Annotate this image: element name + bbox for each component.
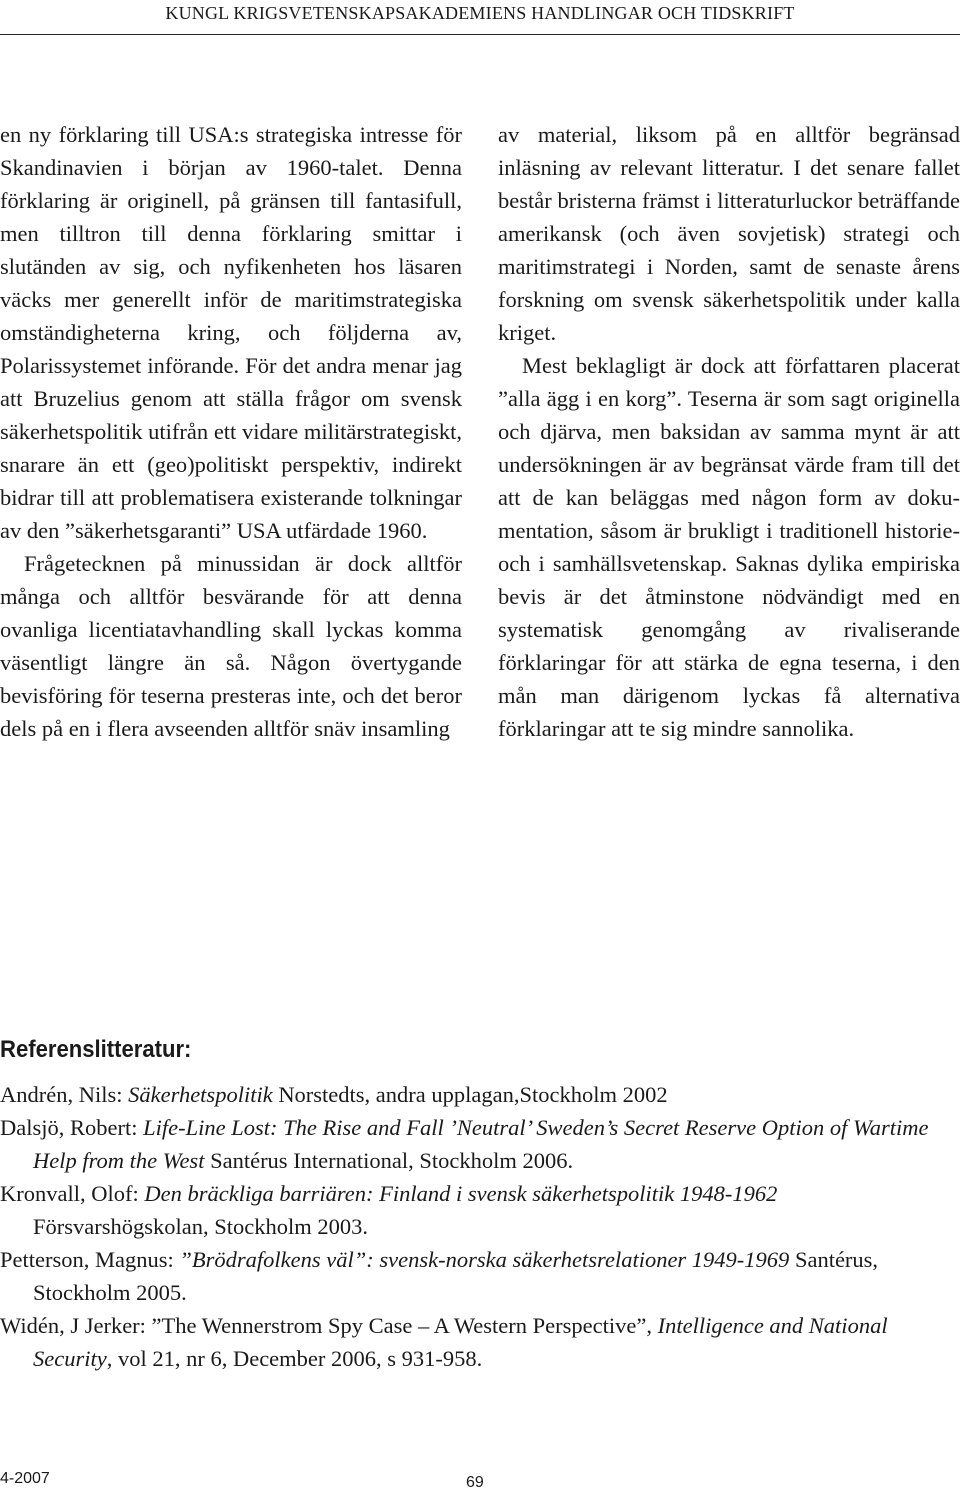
reference-title: Intelligence and National Security	[33, 1313, 888, 1371]
reference-title: Säkerhetspolitik	[128, 1082, 273, 1107]
header-divider	[0, 34, 960, 35]
left-column	[0, 118, 462, 745]
references-heading: Referenslitteratur:	[0, 1036, 192, 1063]
reference-publication: , vol 21, nr 6, December 2006, s 931-958.	[106, 1346, 483, 1371]
reference-title: Den bräckliga barriären: Finland i svensk säkerhetspolitik 1948-1962	[144, 1181, 778, 1206]
reference-publication: Santérus, Stockholm 2005.	[33, 1247, 879, 1305]
reference-publication: Försvarshögskolan, Stockholm 2003.	[33, 1214, 368, 1239]
reference-item	[0, 1111, 958, 1177]
reference-article-title: ”The Wennerstrom Spy Case – A Western Perspective”,	[151, 1313, 658, 1338]
reference-author: Petterson, Magnus:	[0, 1247, 180, 1272]
reference-item	[0, 1309, 958, 1375]
reference-author: Dalsjö, Robert:	[0, 1115, 144, 1140]
reference-item	[0, 1177, 958, 1243]
issue-label: 4-2007	[0, 1470, 50, 1487]
reference-author: Andrén, Nils:	[0, 1082, 129, 1107]
references-list	[0, 1078, 958, 1375]
right-paragraph-2: Mest beklagligt är dock att författaren placerat ”alla ägg i en korg”. Teserna är som sagt originella och djärva, men baksidan av samma mynt är att undersökningen är av begränsat värde fram till det att de kan beläggas med någon form av dokumentation, såsom är brukligt i traditionell historie- och i samhällsvetenskap. Saknas dylika empiriska bevis är det åtminstone nödvändigt med en systematisk genomgång av rivaliserande förklaringar för att stärka de egna teserna, i den mån man därigenom lyckas få alternativa förklaringar att te sig mindre sannolika.	[498, 353, 960, 741]
page-number: 69	[466, 1474, 484, 1491]
reference-author: Kronvall, Olof:	[0, 1181, 145, 1206]
reference-item	[0, 1243, 958, 1309]
right-column	[498, 118, 960, 745]
reference-item	[0, 1078, 958, 1111]
reference-publication: Santérus International, Stockholm 2006.	[204, 1148, 574, 1173]
left-paragraph-1: en ny förklaring till USA:s strategiska intresse för Skandinavien i början av 1960-talet. Denna förklaring är originell, på gränsen till fantasifull, men tilltron till denna förklaring smittar i slutänden av sig, och nyfikenheten hos läsaren väcks mer generellt inför de maritimstrategiska omständigheterna kring, och följderna av, Polarissystemet införande. För det andra menar jag att Bruzelius genom att ställa frågor om svensk säkerhetspolitik utifrån ett vidare militärstrategiskt, snarare än ett (geo)politiskt perspektiv, indirekt bidrar till att problematisera existerande tolkningar av den ”säkerhetsgaranti” USA utfärdade 1960.	[0, 122, 462, 543]
right-paragraph-1: av material, liksom på en alltför begränsad inläsning av relevant litteratur. I det senare fallet består bristerna främst i litteraturluckor beträffande amerikansk (och även sovjetisk) strategi och maritimstrategi i Norden, samt de senaste årens forskning om svensk säkerhetspolitik under kalla kriget.	[498, 122, 960, 345]
left-paragraph-2: Frågetecknen på minussidan är dock alltför många och alltför besvärande för att denna ovanliga licentiatavhandling skall lyckas komma väsentligt längre än så. Någon övertygande bevisföring för teserna presteras inte, och det beror dels på en i flera avseenden alltför snäv insamling	[0, 551, 462, 741]
reference-title: ”Brödrafolkens väl”: svensk-norska säkerhetsrelationer 1949-1969	[179, 1247, 790, 1272]
reference-author: Widén, J Jerker:	[0, 1313, 152, 1338]
reference-publication: Norstedts, andra upplagan,Stockholm 2002	[272, 1082, 668, 1107]
reference-title: Life-Line Lost: The Rise and Fall ’Neutral’ Sweden’s Secret Reserve Option of Wartime Help from the West	[33, 1115, 929, 1173]
journal-header: KUNGL KRIGSVETENSKAPSAKADEMIENS HANDLINGAR OCH TIDSKRIFT	[165, 3, 795, 23]
